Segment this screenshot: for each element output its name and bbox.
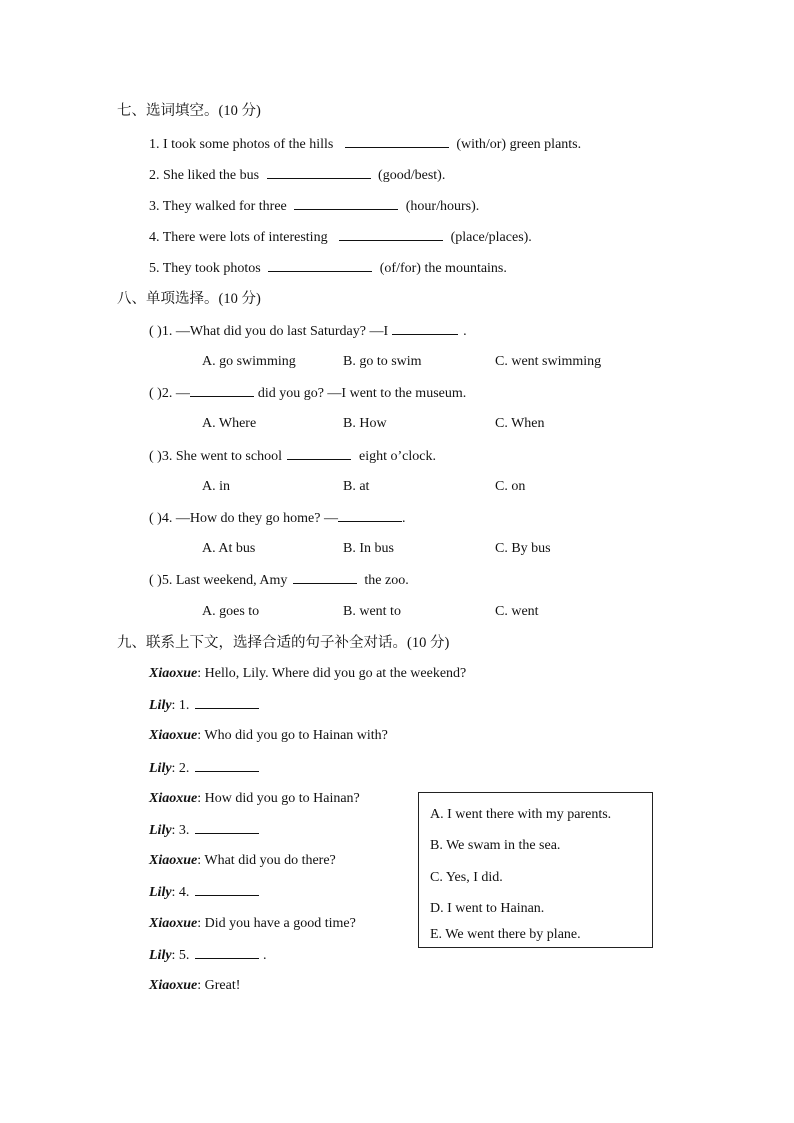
answer-paren[interactable]: ( ) <box>149 324 162 339</box>
fill-item-2 <box>149 166 445 185</box>
dialogue-line-5 <box>149 790 360 808</box>
fill-item-5 <box>149 259 507 278</box>
choice-e: E. We went there by plane. <box>430 927 581 942</box>
question-1-end: . <box>463 324 467 339</box>
choice-question-3 <box>149 447 436 466</box>
section8-heading: 八、单项选择。(10 分) <box>117 291 261 307</box>
fill-item-4-text: 4. There were lots of interesting <box>149 230 328 245</box>
answer-blank <box>190 384 254 397</box>
option-c: C. By bus <box>495 541 551 556</box>
fill-item-2-options: (good/best). <box>378 168 446 183</box>
answer-blank[interactable] <box>339 228 443 241</box>
speaker-name: Lily <box>149 823 172 838</box>
option-c: C. When <box>495 416 545 431</box>
dialogue-text: : Who did you go to Hainan with? <box>197 728 388 743</box>
dialogue-text: : Hello, Lily. Where did you go at the weekend? <box>197 666 467 681</box>
answer-blank[interactable] <box>195 696 259 709</box>
dialogue-line-6 <box>149 821 259 840</box>
question-2-text: 2. — <box>161 386 190 401</box>
fill-item-5-options: (of/for) the mountains. <box>379 261 507 276</box>
dialogue-line-7 <box>149 852 336 870</box>
answer-blank[interactable] <box>195 759 259 772</box>
dialogue-period: . <box>262 948 267 963</box>
choice-d: D. I went to Hainan. <box>430 901 545 916</box>
question-1-text: 1. —What did you do last Saturday? —I <box>161 324 389 339</box>
choice-question-2 <box>149 384 466 403</box>
question-5-end: the zoo. <box>364 573 409 588</box>
choice-b: B. We swam in the sea. <box>430 838 561 853</box>
dialogue-text: : 2. <box>171 761 190 776</box>
answer-paren[interactable]: ( ) <box>149 449 162 464</box>
answer-blank <box>338 509 402 522</box>
answer-paren[interactable]: ( ) <box>149 386 162 401</box>
answer-blank <box>392 322 458 335</box>
option-b: B. went to <box>343 604 401 619</box>
dialogue-text: : What did you do there? <box>197 853 336 868</box>
dialogue-text: : 4. <box>171 885 190 900</box>
dialogue-text: : Great! <box>197 978 241 993</box>
dialogue-line-10 <box>149 946 266 965</box>
dialogue-text: : 5. <box>171 948 190 963</box>
answer-blank <box>293 571 357 584</box>
option-b: B. at <box>343 479 370 494</box>
option-b: B. How <box>343 416 387 431</box>
dialogue-line-1 <box>149 665 466 683</box>
speaker-name: Xiaoxue <box>149 666 198 681</box>
fill-item-5-text: 5. They took photos <box>149 261 261 276</box>
dialogue-line-4 <box>149 759 259 778</box>
question-5-text: 5. Last weekend, Amy <box>161 573 288 588</box>
fill-item-3-options: (hour/hours). <box>405 199 480 214</box>
answer-blank[interactable] <box>195 821 259 834</box>
choice-question-1 <box>149 322 467 341</box>
speaker-name: Lily <box>149 761 172 776</box>
answer-blank[interactable] <box>268 259 372 272</box>
speaker-name: Xiaoxue <box>149 978 198 993</box>
option-c: C. went <box>495 604 539 619</box>
dialogue-text: : 1. <box>171 698 190 713</box>
option-a: A. goes to <box>202 604 260 619</box>
dialogue-line-3 <box>149 727 388 745</box>
dialogue-line-11 <box>149 977 240 995</box>
section9-heading: 九、联系上下文，选择合适的句子补全对话。(10 分) <box>117 635 450 651</box>
speaker-name: Lily <box>149 698 172 713</box>
option-a: A. go swimming <box>202 354 296 369</box>
option-b: B. In bus <box>343 541 394 556</box>
dialogue-line-2 <box>149 696 259 715</box>
fill-item-2-text: 2. She liked the bus <box>149 168 260 183</box>
dialogue-text: : How did you go to Hainan? <box>197 791 360 806</box>
speaker-name: Xiaoxue <box>149 853 198 868</box>
choice-question-4 <box>149 509 405 528</box>
option-a: A. At bus <box>202 541 256 556</box>
answer-paren[interactable]: ( ) <box>149 511 162 526</box>
option-c: C. on <box>495 479 526 494</box>
option-c: C. went swimming <box>495 354 602 369</box>
fill-item-4 <box>149 228 532 247</box>
dialogue-text: : 3. <box>171 823 190 838</box>
speaker-name: Lily <box>149 948 172 963</box>
speaker-name: Xiaoxue <box>149 791 198 806</box>
dialogue-line-9 <box>149 915 356 933</box>
fill-item-1-text: 1. I took some photos of the hills <box>149 137 334 152</box>
speaker-name: Lily <box>149 885 172 900</box>
answer-blank[interactable] <box>267 166 371 179</box>
dialogue-text: : Did you have a good time? <box>197 916 356 931</box>
choices-box <box>418 792 653 948</box>
section7-heading: 七、选词填空。(10 分) <box>117 103 261 119</box>
fill-item-4-options: (place/places). <box>450 230 532 245</box>
fill-item-1 <box>149 135 581 154</box>
question-3-end: eight o’clock. <box>358 449 436 464</box>
fill-item-3-text: 3. They walked for three <box>149 199 287 214</box>
choice-c: C. Yes, I did. <box>430 870 503 885</box>
question-2-end: did you go? —I went to the museum. <box>257 386 467 401</box>
choice-a: A. I went there with my parents. <box>430 807 612 822</box>
question-3-text: 3. She went to school <box>161 449 282 464</box>
option-a: A. in <box>202 479 230 494</box>
speaker-name: Xiaoxue <box>149 916 198 931</box>
question-4-end: . <box>401 511 406 526</box>
answer-blank <box>287 447 351 460</box>
answer-blank[interactable] <box>195 883 259 896</box>
choice-question-5 <box>149 571 409 590</box>
fill-item-1-options: (with/or) green plants. <box>456 137 582 152</box>
answer-paren[interactable]: ( ) <box>149 573 162 588</box>
dialogue-line-8 <box>149 883 259 902</box>
option-a: A. Where <box>202 416 257 431</box>
answer-blank[interactable] <box>294 197 398 210</box>
answer-blank[interactable] <box>345 135 449 148</box>
answer-blank[interactable] <box>195 946 259 959</box>
question-4-text: 4. —How do they go home? — <box>161 511 338 526</box>
option-b: B. go to swim <box>343 354 422 369</box>
speaker-name: Xiaoxue <box>149 728 198 743</box>
fill-item-3 <box>149 197 479 216</box>
